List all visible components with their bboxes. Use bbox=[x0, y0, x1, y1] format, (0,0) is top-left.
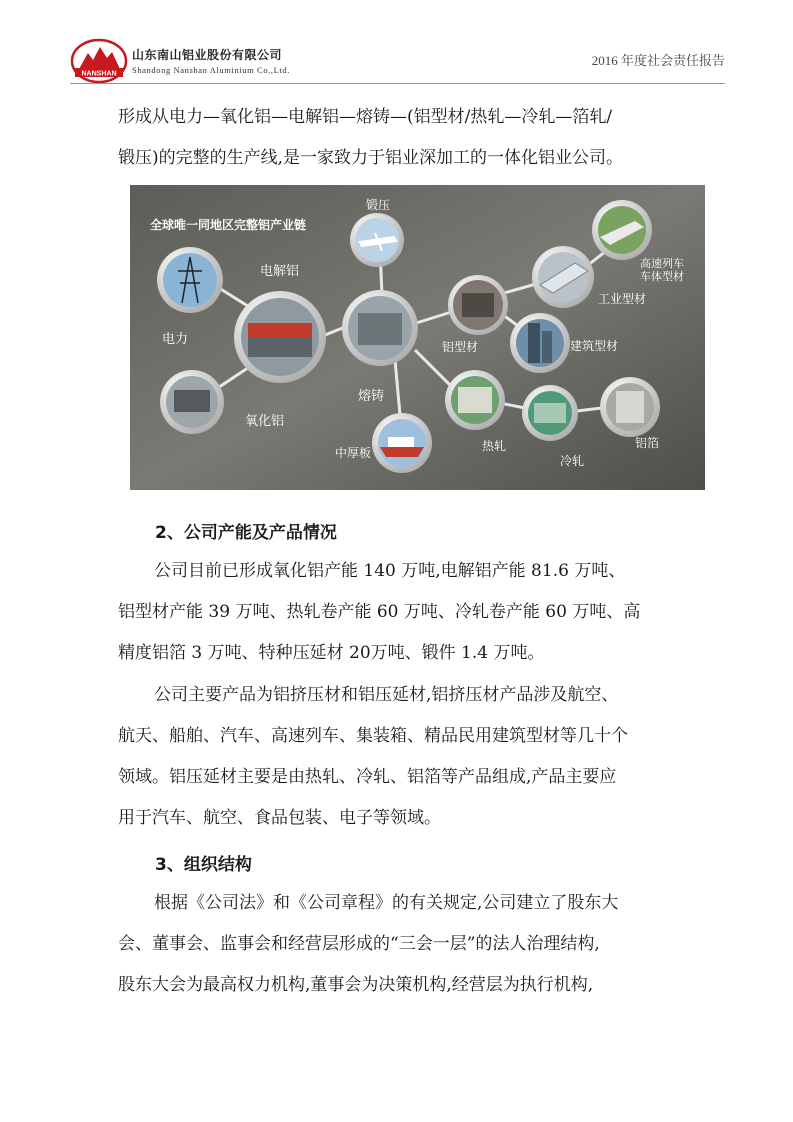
node-label: 高速列车车体型材 bbox=[640, 257, 684, 284]
node-label: 建筑型材 bbox=[570, 339, 619, 353]
node-label: 铝型材 bbox=[442, 340, 479, 354]
text-line: 根据《公司法》和《公司章程》的有关规定,公司建立了股东大 bbox=[154, 893, 619, 913]
company-name-cn: 山东南山铝业股份有限公司 bbox=[132, 48, 283, 62]
section-3-heading: 3、组织结构 bbox=[155, 855, 252, 875]
report-title: 2016 年度社会责任报告 bbox=[591, 53, 725, 68]
node-label: 铝箔 bbox=[635, 436, 660, 450]
text-line: 会、董事会、监事会和经营层形成的“三会一层”的法人治理结构, bbox=[118, 934, 600, 954]
node-label: 中厚板 bbox=[335, 446, 372, 460]
node-label: 电力 bbox=[162, 332, 189, 347]
industry-chain-diagram bbox=[130, 185, 705, 490]
text-line: 公司目前已形成氧化铝产能 140 万吨,电解铝产能 81.6 万吨、 bbox=[154, 561, 626, 581]
section-2-heading: 2、公司产能及产品情况 bbox=[155, 523, 337, 543]
section-2-paragraph-1 bbox=[118, 551, 678, 674]
header-divider bbox=[70, 83, 725, 84]
logo-text: NANSHAN bbox=[81, 70, 117, 78]
page-header bbox=[70, 36, 725, 86]
intro-paragraph bbox=[118, 97, 678, 179]
text-line: 公司主要产品为铝挤压材和铝压延材,铝挤压材产品涉及航空、 bbox=[154, 685, 619, 705]
node-label: 冷轧 bbox=[560, 454, 585, 468]
node-label: 热轧 bbox=[482, 439, 507, 453]
company-name bbox=[132, 46, 290, 75]
node-label: 氧化铝 bbox=[245, 414, 285, 429]
text-line: 铝型材产能 39 万吨、热轧卷产能 60 万吨、冷轧卷产能 60 万吨、高 bbox=[118, 602, 641, 622]
section-3-paragraph-1 bbox=[118, 883, 678, 1006]
company-name-en: Shandong Nanshan Aluminium Co.,Ltd. bbox=[132, 65, 290, 75]
node-label: 锻压 bbox=[366, 198, 391, 212]
node-label: 工业型材 bbox=[598, 292, 647, 306]
node-label: 熔铸 bbox=[358, 389, 385, 404]
text-line: 用于汽车、航空、食品包装、电子等领域。 bbox=[118, 808, 441, 828]
text-line: 股东大会为最高权力机构,董事会为决策机构,经营层为执行机构, bbox=[118, 975, 594, 995]
text-line: 领域。铝压延材主要是由热轧、冷轧、铝箔等产品组成,产品主要应 bbox=[118, 767, 617, 787]
text-line: 航天、船舶、汽车、高速列车、集装箱、精品民用建筑型材等几十个 bbox=[118, 726, 628, 746]
text-line: 锻压)的完整的生产线,是一家致力于铝业深加工的一体化铝业公司。 bbox=[118, 148, 624, 168]
text-line: 形成从电力—氧化铝—电解铝—熔铸—(铝型材/热轧—冷轧—箔轧/ bbox=[118, 107, 613, 127]
text-line: 精度铝箔 3 万吨、特种压延材 20万吨、锻件 1.4 万吨。 bbox=[118, 643, 545, 663]
section-2-paragraph-2 bbox=[118, 675, 678, 839]
node-label: 电解铝 bbox=[260, 264, 300, 279]
diagram-title: 全球唯一同地区完整铝产业链 bbox=[150, 218, 307, 232]
company-logo bbox=[70, 38, 128, 84]
